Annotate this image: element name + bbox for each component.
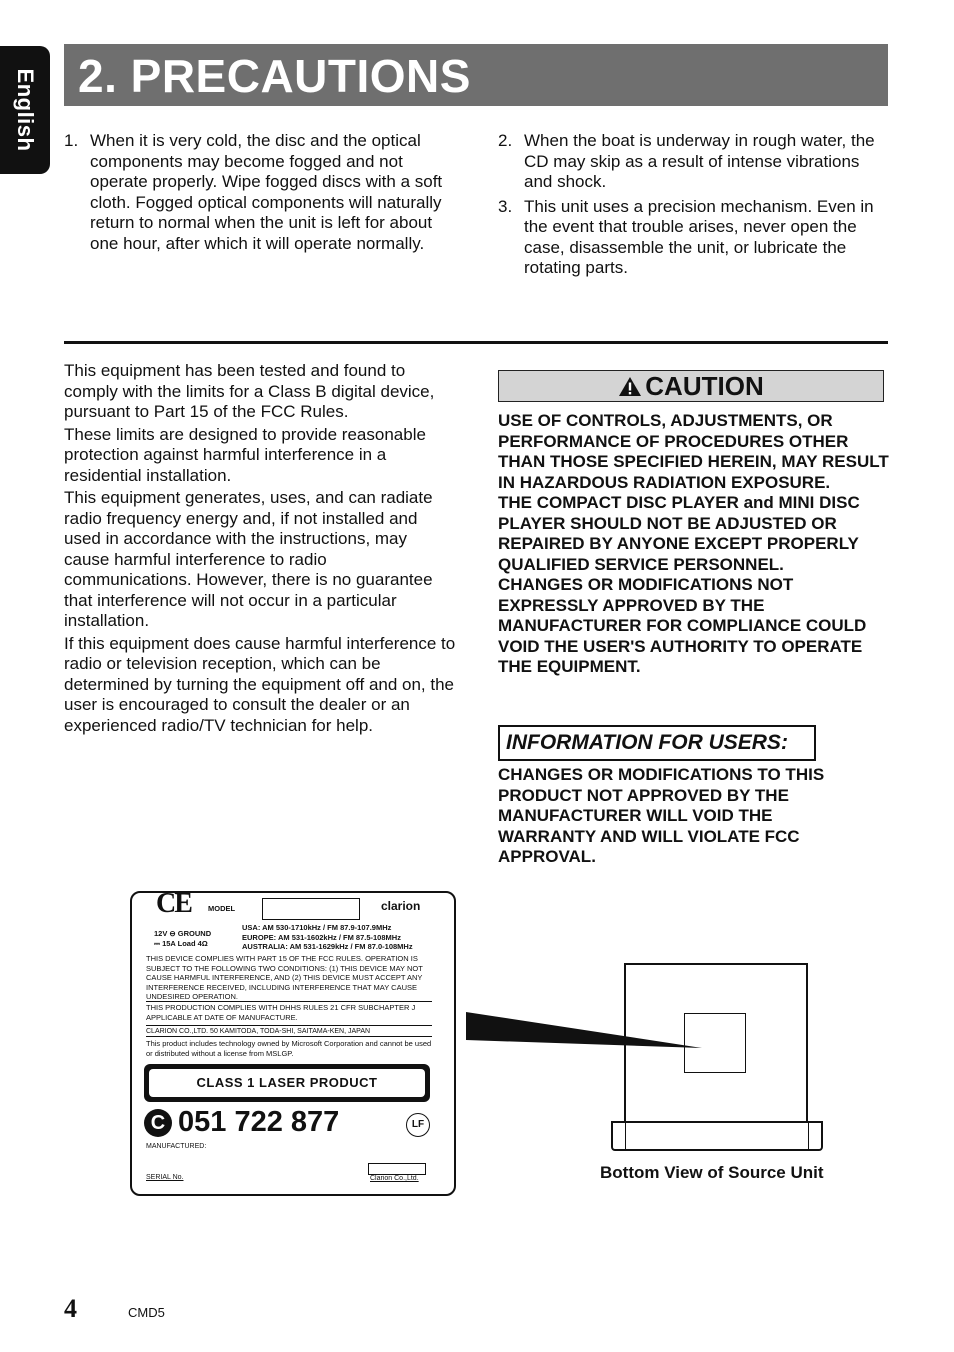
- lf-mark-icon: LF: [406, 1113, 430, 1137]
- label-divider: [146, 1036, 432, 1037]
- label-divider: [146, 1001, 432, 1002]
- caution-paragraph: USE OF CONTROLS, ADJUSTMENTS, OR PERFORMANCE OF PROCEDURES OTHER THAN THOSE SPECIFIED HEREIN, MAY RESULT IN HAZARDOUS RADIATION EXPOSURE.: [498, 411, 889, 492]
- precaution-item: [498, 131, 888, 193]
- freq-europe: EUROPE: AM 531-1602kHz / FM 87.5-108MHz: [242, 932, 401, 942]
- brand-logo: clarion: [381, 899, 421, 913]
- language-tab: [0, 46, 50, 174]
- manufacturer-address: CLARION CO.,LTD. 50 KAMITODA, TODA-SHI, SAITAMA-KEN, JAPAN: [146, 1028, 371, 1035]
- label-location-marker: [684, 1013, 746, 1073]
- model-label: MODEL: [208, 904, 236, 913]
- caution-text: [498, 411, 890, 678]
- section-title-bar: [64, 44, 888, 106]
- precaution-text: When the boat is underway in rough water, the CD may skip as a result of intense vibrations and shock.: [524, 131, 875, 191]
- fcc-label-warning: THIS DEVICE COMPLIES WITH PART 15 OF THE FCC RULES. OPERATION IS SUBJECT TO THE FOLLOWING TWO CONDITIONS: (1) THIS DEVICE MAY NOT CAUSE HARMFUL INTERFERENCE, AND (2) THIS DEVICE MUST ACCEPT ANY INTERFERENCE RECEIVED, INCLUDING INTERFERENCE THAT MAY CAUSE UNDESIRED OPERATION.: [146, 954, 423, 1002]
- laser-class-banner: [144, 1064, 430, 1102]
- caution-paragraph: THE COMPACT DISC PLAYER and MINI DISC PLAYER SHOULD NOT BE ADJUSTED OR REPAIRED BY ANYONE EXCEPT PROPERLY QUALIFIED SERVICE PERSONNEL.: [498, 493, 860, 574]
- fcc-paragraph: If this equipment does cause harmful interference to radio or television reception, which can be determined by turning the equipment off and on, the user is encouraged to consult the dealer or an experienced radio/TV technician for help.: [64, 633, 456, 735]
- label-divider: [146, 1025, 432, 1026]
- serial-label: SERIAL No.: [146, 1174, 184, 1181]
- microsoft-notice: This product includes technology owned by Microsoft Corporation and cannot be used or distributed without a license from MSLGP.: [146, 1039, 432, 1058]
- fcc-statement: [64, 361, 456, 738]
- precautions-right-column: [498, 131, 888, 283]
- language-tab-label: English: [13, 68, 38, 152]
- precaution-text: This unit uses a precision mechanism. Even in the event that trouble arises, never open the case, disassemble the unit, or lubricate the rotating parts.: [524, 196, 874, 277]
- compliance-number-row: [144, 1105, 339, 1139]
- info-users-heading-box: [498, 725, 816, 761]
- page-number: 4: [64, 1294, 77, 1323]
- section-title: 2. PRECAUTIONS: [78, 50, 471, 102]
- frequency-ranges: [242, 923, 413, 952]
- freq-usa: USA: AM 530-1710kHz / FM 87.9-107.9MHz: [242, 923, 392, 932]
- power-line: 12V ⊖ GROUND: [154, 929, 212, 938]
- fcc-paragraph: These limits are designed to provide reasonable protection against harmful interference in a residential installation.: [64, 424, 426, 485]
- info-users-text: [498, 765, 870, 868]
- model-code: CMD5: [128, 1305, 165, 1320]
- precaution-number: 3.: [498, 196, 513, 216]
- manufactured-label: MANUFACTURED:: [146, 1143, 207, 1150]
- power-rating: [154, 929, 211, 948]
- precaution-item: [498, 197, 888, 279]
- info-users-heading: INFORMATION FOR USERS:: [506, 731, 788, 754]
- fcc-paragraph: This equipment generates, uses, and can radiate radio frequency energy and, if not installed and used in accordance with the instructions, may cause harmful interference to radio communications. However, there is no guarantee that interference will not occur in a particular installation.: [64, 488, 433, 630]
- source-unit-front-panel: [611, 1121, 823, 1151]
- caution-paragraph: CHANGES OR MODIFICATIONS NOT EXPRESSLY APPROVED BY THE MANUFACTURER FOR COMPLIANCE COULD VOID THE USER'S AUTHORITY TO OPERATE THE EQUIPMENT.: [498, 575, 867, 676]
- caution-heading: CAUTION: [645, 371, 764, 401]
- freq-australia: AUSTRALIA: AM 531-1629kHz / FM 87.0-108MHz: [242, 942, 413, 951]
- laser-class-text: CLASS 1 LASER PRODUCT: [149, 1069, 425, 1097]
- maker-label: Clarion Co.,Ltd.: [370, 1175, 419, 1182]
- precaution-number: 1.: [64, 131, 79, 150]
- caution-heading-box: [498, 370, 884, 402]
- precautions-left-column: [64, 131, 456, 258]
- section-divider: [64, 341, 888, 344]
- compliance-number: 051 722 877: [178, 1106, 340, 1138]
- ce-mark: CE: [156, 888, 191, 919]
- c-tick-icon: C: [144, 1109, 172, 1137]
- precaution-item: [64, 131, 456, 254]
- precaution-number: 2.: [498, 131, 513, 150]
- dhhs-text: THIS PRODUCTION COMPLIES WITH DHHS RULES 21 CFR SUBCHAPTER J APPLICABLE AT DATE OF MANUFACTURE.: [146, 1003, 416, 1022]
- warning-triangle-icon: [618, 376, 642, 397]
- model-box: [262, 898, 360, 920]
- fcc-paragraph: This equipment has been tested and found to comply with the limits for a Class B digital device, pursuant to Part 15 of the FCC Rules.: [64, 361, 435, 421]
- unit-caption: Bottom View of Source Unit: [600, 1163, 824, 1182]
- product-label-illustration: [130, 888, 456, 1196]
- precaution-text: When it is very cold, the disc and the optical components may become fogged and not operate properly. Wipe fogged discs with a soft cloth. Fogged optical components will naturally return to normal when the unit is left for about one hour, after which it will operate normally.: [90, 131, 443, 253]
- info-users-paragraph: CHANGES OR MODIFICATIONS TO THIS PRODUCT NOT APPROVED BY THE MANUFACTURER WILL VOID THE WARRANTY AND WILL VIOLATE FCC APPROVAL.: [498, 765, 825, 866]
- power-line: ⎓ 15A Load 4Ω: [154, 938, 208, 948]
